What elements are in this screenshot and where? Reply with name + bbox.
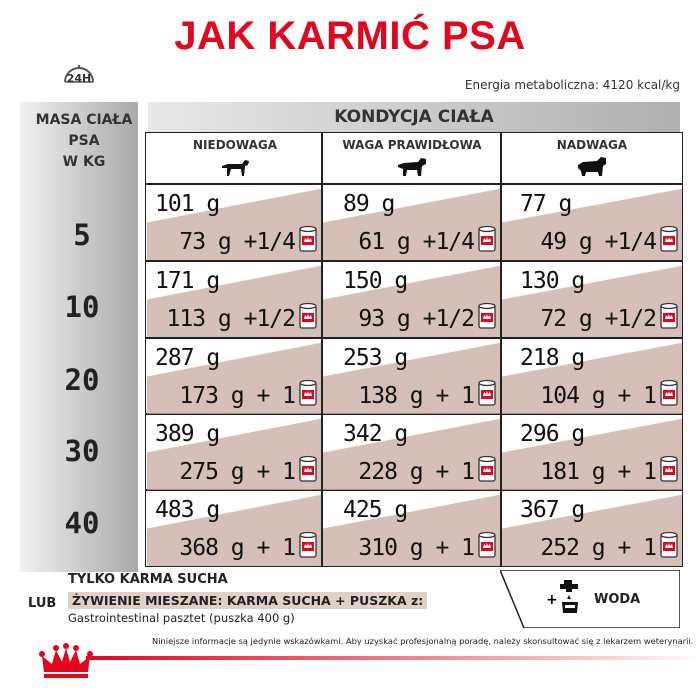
disclaimer-text: Niniejsze informacje są jedynie wskazówkami. Aby uzyskać profesjonalną poradę, należy skonsultować się z lekarzem weterynarii.	[152, 636, 694, 646]
dry-amount: 218 g	[520, 345, 585, 371]
brand-stripe	[86, 656, 700, 660]
can-icon	[478, 379, 496, 407]
feeding-cell	[147, 339, 321, 414]
mass-header-line: W KG	[62, 154, 106, 170]
mixed-amount: 72 g +1/2	[540, 306, 656, 332]
mixed-amount: 113 g +1/2	[166, 306, 295, 332]
feeding-cell	[323, 415, 500, 490]
mixed-amount: 310 g + 1	[358, 535, 474, 561]
can-icon	[660, 225, 678, 253]
mixed-amount: 49 g +1/4	[540, 229, 656, 255]
dry-amount: 253 g	[343, 345, 408, 371]
only-dry-label: TYLKO KARMA SUCHA	[68, 572, 228, 587]
can-icon	[660, 379, 678, 407]
dry-amount: 425 g	[343, 497, 408, 523]
mixed-feeding-label: ŻYWIENIE MIESZANE: KARMA SUCHA + PUSZKA z:	[68, 592, 427, 609]
can-icon	[299, 302, 317, 330]
water-tap-icon	[558, 578, 584, 614]
mixed-amount: 228 g + 1	[358, 459, 474, 485]
feeding-cell	[147, 415, 321, 490]
mass-value: 10	[64, 290, 100, 324]
dry-amount: 483 g	[155, 497, 220, 523]
mass-header-line: MASA CIAŁA	[35, 112, 133, 128]
column-label: NADWAGA	[556, 138, 628, 152]
dry-amount: 287 g	[155, 345, 220, 371]
dry-amount: 150 g	[343, 268, 408, 294]
can-icon	[660, 302, 678, 330]
dry-amount: 77 g	[520, 191, 572, 217]
mass-value: 40	[64, 506, 100, 540]
feeding-cell	[502, 339, 682, 414]
mixed-amount: 275 g + 1	[179, 459, 295, 485]
page-title: JAK KARMIĆ PSA	[174, 14, 526, 58]
clock-icon	[59, 62, 99, 98]
mixed-amount: 252 g + 1	[540, 535, 656, 561]
energy-label: Energia metaboliczna: 4120 kcal/kg	[464, 78, 680, 92]
product-label: Gastrointestinal pasztet (puszka 400 g)	[68, 611, 295, 625]
can-icon	[299, 379, 317, 407]
can-icon	[660, 531, 678, 559]
mixed-amount: 173 g + 1	[179, 383, 295, 409]
feeding-cell	[502, 185, 682, 260]
can-icon	[478, 531, 496, 559]
clock-label: 24H	[66, 72, 92, 85]
dry-amount: 130 g	[520, 268, 585, 294]
dry-amount: 101 g	[155, 191, 220, 217]
can-icon	[299, 455, 317, 483]
mass-value: 20	[64, 363, 100, 397]
can-icon	[660, 455, 678, 483]
feeding-cell	[323, 262, 500, 337]
water-section: + WODA	[500, 570, 680, 628]
feeding-cell	[323, 339, 500, 414]
mixed-amount: 61 g +1/4	[358, 229, 474, 255]
feeding-cell	[323, 491, 500, 566]
feeding-cell	[147, 262, 321, 337]
feeding-cell	[147, 491, 321, 566]
dry-amount: 171 g	[155, 268, 220, 294]
royal-canin-crown-logo	[38, 642, 94, 682]
column-label: NIEDOWAGA	[193, 138, 277, 152]
mass-value: 5	[73, 218, 91, 252]
water-label: WODA	[594, 592, 641, 607]
body-condition-header: KONDYCJA CIAŁA	[148, 102, 680, 132]
feeding-cell	[323, 185, 500, 260]
dry-amount: 389 g	[155, 421, 220, 447]
mixed-amount: 104 g + 1	[540, 383, 656, 409]
mixed-amount: 368 g + 1	[179, 535, 295, 561]
can-icon	[299, 225, 317, 253]
dry-amount: 342 g	[343, 421, 408, 447]
mixed-amount: 73 g +1/4	[179, 229, 295, 255]
column-label: WAGA PRAWIDŁOWA	[342, 138, 482, 152]
can-icon	[478, 302, 496, 330]
feeding-cell	[147, 185, 321, 260]
can-icon	[299, 531, 317, 559]
dry-amount: 296 g	[520, 421, 585, 447]
or-label: LUB	[28, 596, 57, 611]
mixed-amount: 181 g + 1	[540, 459, 656, 485]
dry-amount: 89 g	[343, 191, 395, 217]
mixed-amount: 93 g +1/2	[358, 306, 474, 332]
can-icon	[478, 225, 496, 253]
mass-header	[20, 110, 148, 173]
mass-value: 30	[64, 434, 100, 468]
mixed-amount: 138 g + 1	[358, 383, 474, 409]
feeding-cell	[502, 491, 682, 566]
mass-header-line: PSA	[68, 133, 100, 149]
dry-amount: 367 g	[520, 497, 585, 523]
feeding-cell	[502, 262, 682, 337]
feeding-cell	[502, 415, 682, 490]
can-icon	[478, 455, 496, 483]
